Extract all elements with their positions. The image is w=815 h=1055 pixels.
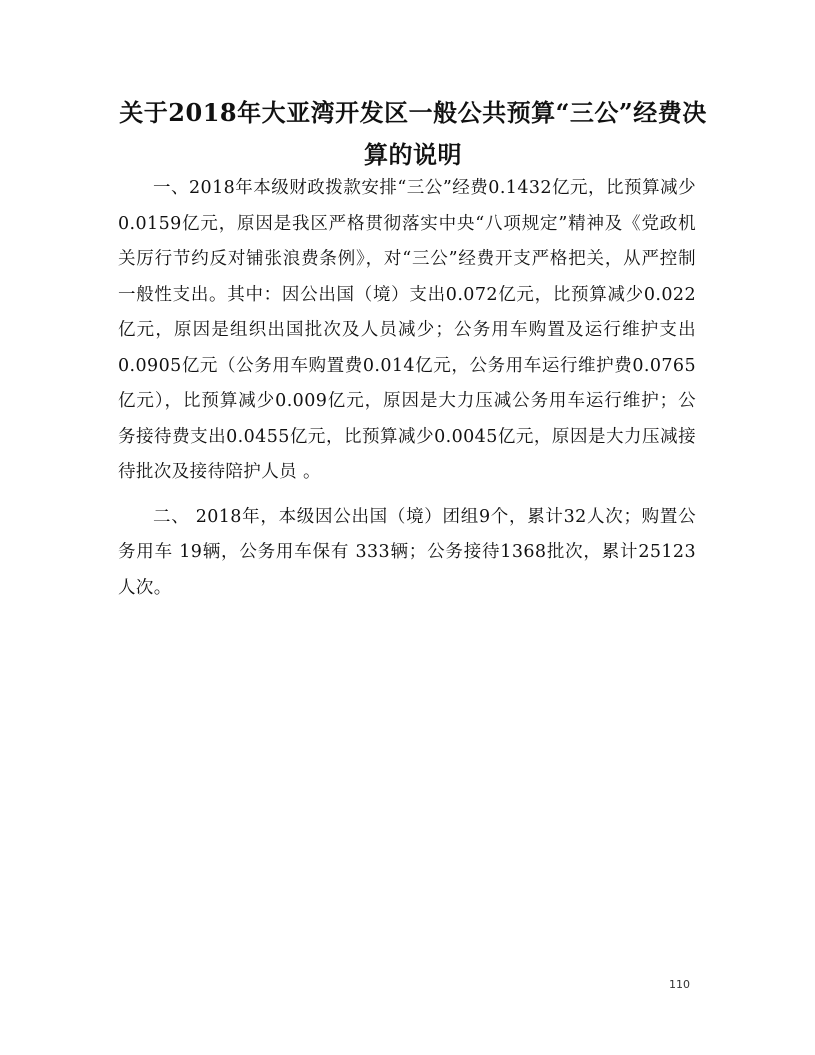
document-body xyxy=(118,171,696,606)
paragraph-1: 一、2018年本级财政拨款安排“三公”经费0.1432亿元，比预算减少0.0159亿元，原因是我区严格贯彻落实中央“八项规定”精神及《党政机关厉行节约反对铺张浪费条例》，对“三公”经费开支严格把关，从严控制一般性支出。其中：因公出国（境）支出0.072亿元，比预算减少0.022亿元，原因是组织出国批次及人员减少；公务用车购置及运行维护支出0.0905亿元（公务用车购置费0.014亿元，公务用车运行维护费0.0765亿元），比预算减少0.009亿元，原因是大力压减公务用车运行维护；公务接待费支出0.0455亿元，比预算减少0.0045亿元，原因是大力压减接待批次及接待陪护人员 。 xyxy=(118,178,696,482)
paragraph-2: 二、 2018年，本级因公出国（境）团组9个，累计32人次；购置公务用车 19辆，公务用车保有 333辆；公务接待1368批次，累计25123人次。 xyxy=(118,506,696,598)
page-number: 110 xyxy=(669,978,690,991)
document-title: 关于2018年大亚湾开发区一般公共预算“三公”经费决算的说明 xyxy=(119,98,707,169)
